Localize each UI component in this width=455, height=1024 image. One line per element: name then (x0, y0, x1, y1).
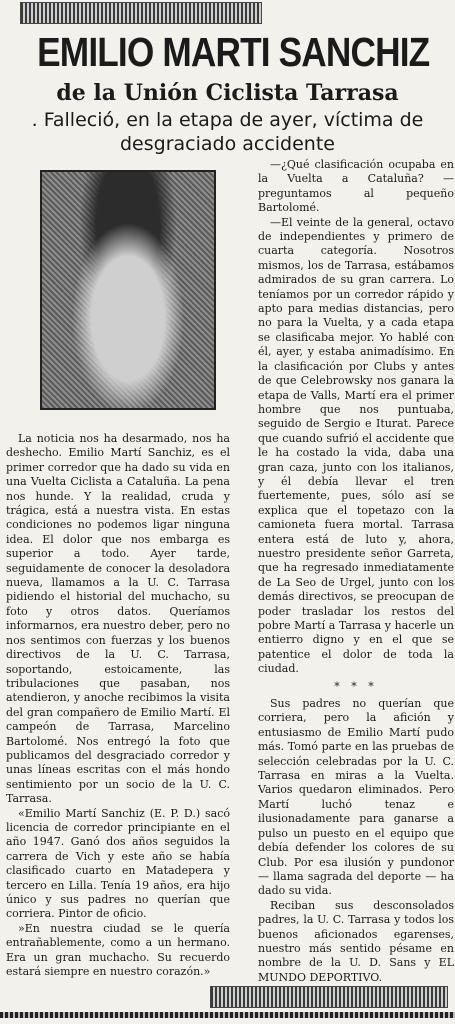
section-separator: * * * (334, 679, 378, 693)
decorative-band-bottom (210, 986, 448, 1008)
paragraph: »En nuestra ciudad se le quería entrañablemente, como a un hermano. Era un gran muchacho. Su recuerdo estará siempre en nuestro corazón.» (6, 921, 230, 979)
headline: EMILIO MARTI SANCHIZ (37, 29, 430, 75)
paragraph: Sus padres no querían que corriera, pero la afición y entusiasmo de Emilio Martí pudo más. Tomó parte en las pruebas de selección celebradas por la U. C. Tarrasa en miras a la Vuelta. Varios quedaron eliminados. Pero Martí luchó tenaz e ilusionadamente para ganarse a pulso un puesto en el equipo que debía defender los colores de su Club. Por esa ilusión y pundonor — llama sagrada del deporte — ha dado su vida. (258, 697, 454, 898)
paragraph: Reciban sus desconsolados padres, la U. C. Tarrasa y todos los buenos aficionados egarenses, nuestro más sentido pésame en nombre de la U. D. Sans y EL MUNDO DEPORTIVO. (258, 898, 454, 984)
paragraph: La noticia nos ha desarmado, nos ha deshecho. Emilio Martí Sanchiz, es el primer corredor que ha dado su vida en una Vuelta Ciclista a Cataluña. La pena nos hunde. Y la realidad, cruda y trágica, está a nuestra vista. En estas condiciones no podemos ligar ninguna idea. El dolor que nos embarga es superior a todo. Ayer tarde, seguidamente de conocer la desoladora nueva, llamamos a la U. C. Tarrasa pidiendo el historial del muchacho, su foto y otros datos. Queríamos informarnos, era nuestro deber, pero no nos sentimos con fuerzas y los buenos directivos de la U. C. Tarrasa, soportando, estoicamente, las tribulaciones que pasaban, nos atendieron, y anoche recibimos la visita del gran compañero de Emilio Martí. El campeón de Tarrasa, Marcelino Bartolomé. Nos entregó la foto que publicamos del desgraciado corredor y unas líneas escritas con el más hondo sentimiento por un socio de la U. C. Tarrasa. (6, 432, 230, 806)
bottom-rule (0, 1012, 455, 1018)
decorative-band-top (20, 2, 262, 24)
subhead: de la Unión Ciclista Tarrasa (56, 80, 399, 106)
right-column (258, 158, 454, 985)
deck: . Falleció, en la etapa de ayer, víctima de desgraciado accidente (31, 109, 424, 155)
paragraph: —El veinte de la general, octavo de independientes y primero de cuarta categoría. Nosotros mismos, los de Tarrasa, estábamos admirados de su gran carrera. Lo teníamos por un corredor rápido y apto para medias distancias, pero no para la Vuelta, y a cada etapa se clasificaba mejor. Yo hablé con él, ayer, y estaba animadísimo. En la clasificación por Clubs y antes de que Celebrowsky nos ganara la etapa de Valls, Martí era el primer hombre que nos puntuaba, seguido de Sergio e Iturat. Parece que cuando sufrió el accidente que le ha costado la vida, daba una gran caza, junto con los italianos, y él debía llevar el tren fuertemente, pues, sólo así se explica que el topetazo con la camioneta fuera mortal. Tarrasa entera está de luto y, ahora, nuestro presidente señor Garreta, que ha regresado inmediatamente de La Seo de Urgel, junto con los demás directivos, se preocupan de poder trasladar los restos del pobre Martí a Tarrasa y hacerle un entierro digno y en el que se patentice el dolor de toda la ciudad. (258, 215, 454, 676)
portrait-photo (40, 170, 216, 410)
paragraph: «Emilio Martí Sanchiz (E. P. D.) sacó licencia de corredor principiante en el año 1947. Ganó dos años seguidos la carrera de Vich y este año se había clasificado cuarto en Matadepera y tercero en Lilla. Tenía 19 años, era hijo único y sus padres no querían que corriera. Pintor de oficio. (6, 806, 230, 921)
paragraph: —¿Qué clasificación ocupaba en la Vuelta a Cataluña? — preguntamos al pequeño Bartolomé. (258, 158, 454, 215)
left-column (6, 432, 230, 979)
